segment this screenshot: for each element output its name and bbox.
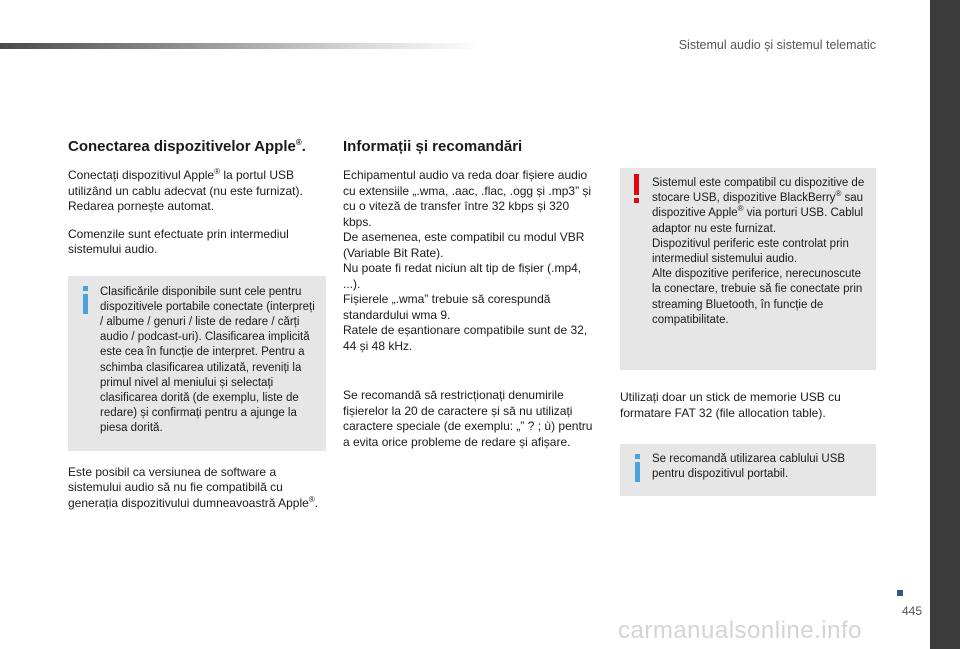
section-title-apple: [68, 138, 326, 156]
page-header-title: Sistemul audio și sistemul telematic: [678, 38, 876, 52]
registered-mark: ®: [308, 494, 315, 504]
title-period: .: [301, 138, 306, 155]
column-compatibility: [620, 168, 876, 496]
paragraph-formats: [343, 168, 601, 354]
section-title-apple-text: Conectarea dispozitivelor Apple: [68, 138, 296, 155]
warning-icon: [632, 174, 642, 204]
warning-box-compatibility: [620, 168, 876, 370]
warning-line-3: Alte dispozitive periferice, nerecunoscute la conectare, trebuie să fie conectate prin streaming Bluetooth, în funcție de compatibilitate.: [652, 268, 863, 326]
column-info-recommendations: [343, 138, 601, 450]
header-gradient-bar: [0, 43, 480, 49]
warning-line-1: [652, 176, 866, 237]
paragraph-file-names: Se recomandă să restricționați denumirile fișierelor la 20 de caractere și să nu utilizați caractere speciale (de exemplu: „” ? ; ù) pentru a evita orice probleme de redare și afișare.: [343, 388, 593, 449]
info-box-usb-cable-text: Se recomandă utilizarea cablului USB pentru dispozitivul portabil.: [652, 453, 846, 481]
warning-line-1-b: sau dispozitive Apple: [652, 192, 864, 220]
paragraph-usb-format: Utilizați doar un stick de memorie USB cu formatare FAT 32 (file allocation table).: [620, 390, 841, 420]
paragraph-connect-b: la portul USB utilizând un cablu adecvat (nu este furnizat). Redarea pornește automat.: [68, 168, 303, 213]
formats-line-5: Ratele de eșantionare compatibile sunt de 32, 44 și 48 kHz.: [343, 323, 588, 353]
info-icon: [632, 454, 642, 482]
page-number: 445: [901, 604, 922, 618]
paragraph-connect: [68, 168, 326, 215]
chapter-sidebar: [930, 0, 960, 649]
paragraph-commands: Comenzile sunt efectuate prin intermediul sistemului audio.: [68, 226, 289, 256]
warning-line-1-c: via porturi USB. Cablul adaptor nu este furnizat.: [652, 207, 864, 235]
formats-line-2: De asemenea, este compatibil cu modul VBR (Variable Bit Rate).: [343, 230, 585, 260]
watermark: carmanualsonline.info: [618, 617, 862, 644]
info-icon: [80, 286, 90, 314]
registered-mark: ®: [835, 189, 842, 199]
paragraph-software-a: Este posibil ca versiunea de software a sistemului audio să nu fie compatibilă cu generația dispozitivului dumneavoastră Apple: [68, 464, 309, 510]
warning-line-2: Dispozitivul periferic este controlat prin intermediul sistemului audio.: [652, 237, 849, 266]
page-marker: [897, 590, 903, 596]
info-box-classifications: [68, 276, 326, 451]
paragraph-connect-a: Conectați dispozitivul Apple: [68, 168, 215, 182]
formats-line-4: Fișierele „.wma” trebuie să corespundă standardului wma 9.: [343, 292, 551, 322]
paragraph-software-b: .: [314, 495, 319, 510]
warning-line-1-a: Sistemul este compatibil cu dispozitive de stocare USB, dispozitive BlackBerry: [652, 177, 865, 205]
formats-line-1: Echipamentul audio va reda doar fișiere audio cu extensiile „.wma, .aac, .flac, .ogg și .mp3” și cu o viteză de transfer între 32 kbps și 320 kbps.: [343, 168, 592, 229]
registered-mark: ®: [214, 167, 220, 176]
paragraph-software-version: [68, 465, 326, 512]
column-apple-devices: [68, 138, 326, 511]
info-box-classifications-text: Clasificările disponibile sunt cele pentru dispozitivele portabile conectate (interpreți / albume / genuri / liste de redare / cărți audio / podcast-uri). Clasificarea implicită este cea în funcție de interpret. Pentru a schimba clasificarea utilizată, reveniți la primul nivel al meniului și selectați clasificarea dorită (de exemplu, liste de redare) și confirmați pentru a ajunge la piesa dorită.: [100, 285, 315, 435]
info-box-usb-cable: [620, 444, 876, 496]
formats-line-3: Nu poate fi redat niciun alt tip de fișier (.mp4, ...).: [343, 261, 582, 291]
registered-mark: ®: [295, 138, 302, 147]
registered-mark: ®: [737, 204, 744, 214]
section-title-info: Informații și recomandări: [343, 138, 523, 155]
